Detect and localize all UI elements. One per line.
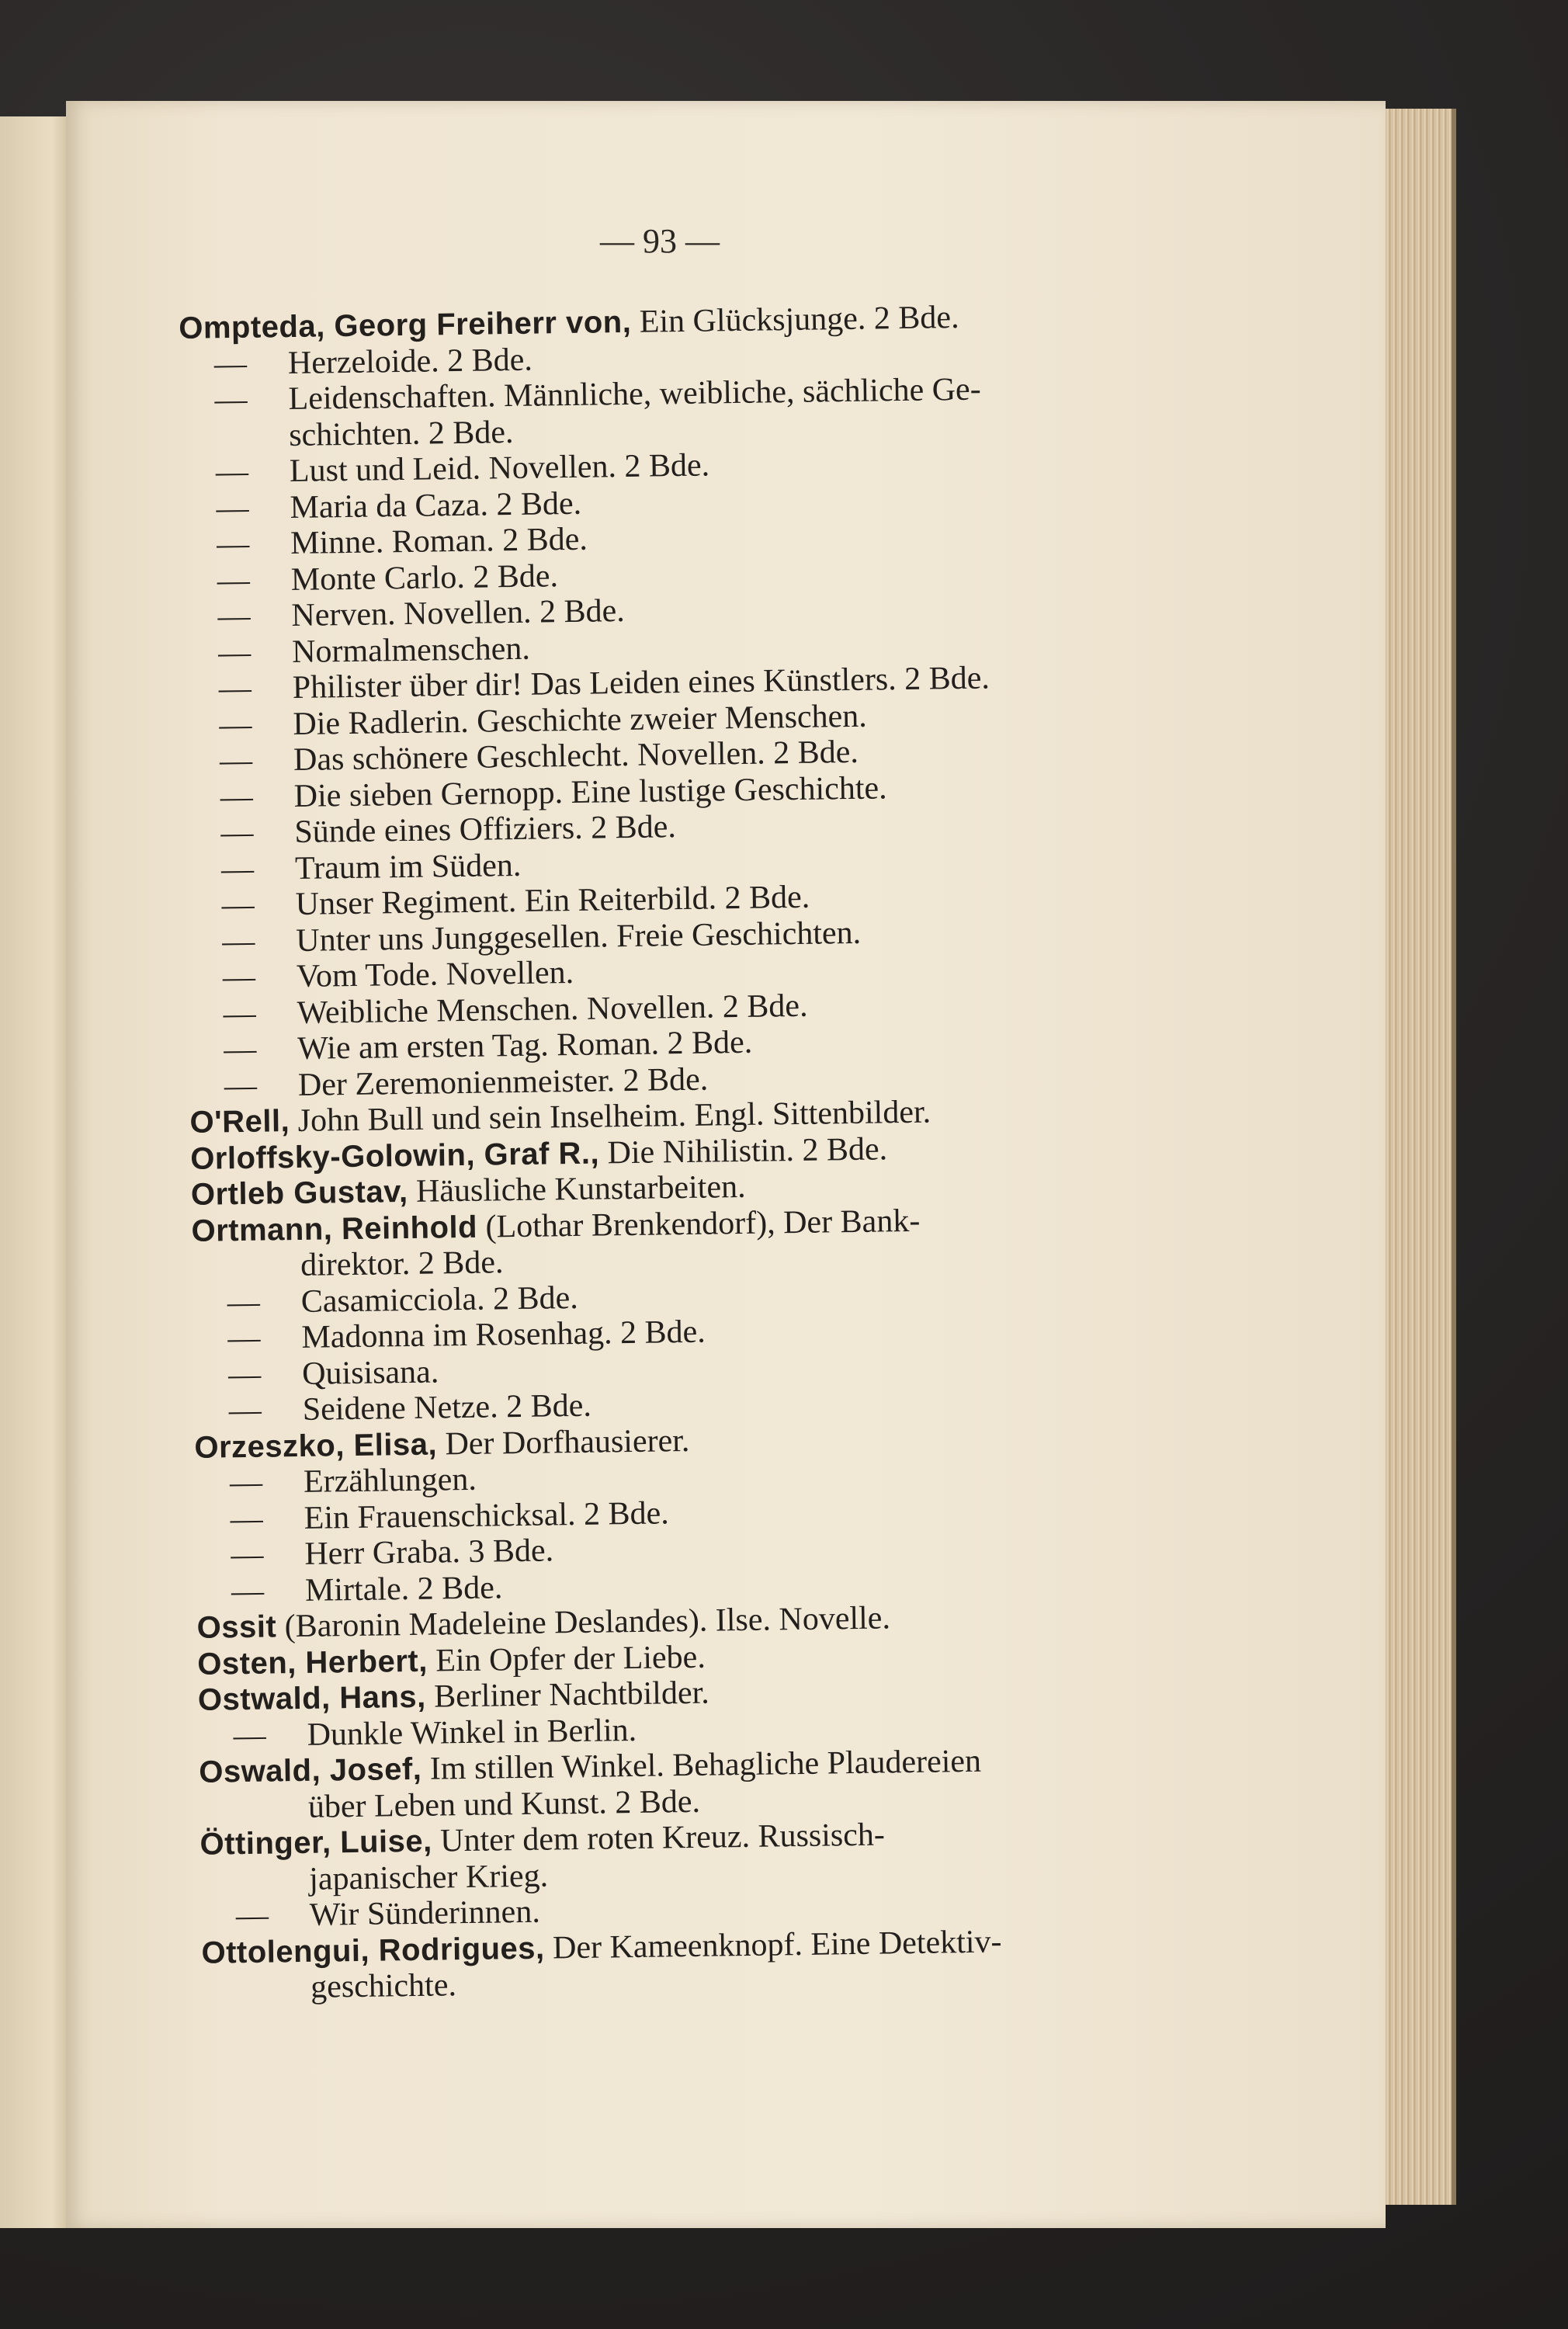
ditto-dash: — bbox=[217, 598, 251, 635]
work-title: Lust und Leid. Novellen. 2 Bde. bbox=[289, 447, 710, 490]
page-number: — 93 — bbox=[600, 222, 720, 260]
ditto-dash: — bbox=[227, 1284, 261, 1321]
ditto-dash: — bbox=[222, 923, 255, 960]
work-title: Das schönere Geschlecht. Novellen. 2 Bde. bbox=[293, 734, 859, 778]
ditto-dash: — bbox=[222, 959, 256, 996]
work-title: Ein Opfer der Liebe. bbox=[435, 1639, 706, 1679]
work-title-continuation: über Leben und Kunst. 2 Bde. bbox=[307, 1783, 701, 1825]
author-name: Orloffsky-Golowin, Graf R., bbox=[189, 1136, 600, 1176]
work-title: Ein Frauenschicksal. 2 Bde. bbox=[304, 1494, 670, 1536]
author-name: Orzeszko, Elisa, bbox=[194, 1426, 438, 1465]
work-title: Unser Regiment. Ein Reiterbild. 2 Bde. bbox=[295, 879, 810, 922]
work-title: (Lothar Brenkendorf), Der Bank- bbox=[485, 1203, 921, 1245]
work-title: Traum im Süden. bbox=[294, 847, 522, 887]
author-name: Ortmann, Reinhold bbox=[191, 1210, 478, 1248]
work-title: Berliner Nachtbilder. bbox=[433, 1675, 710, 1715]
ditto-dash: — bbox=[220, 814, 254, 852]
work-title: Quisisana. bbox=[301, 1353, 439, 1392]
ditto-dash: — bbox=[214, 381, 248, 418]
work-title: John Bull und sein Inselheim. Engl. Sittenbilder. bbox=[297, 1094, 931, 1139]
ditto-dash: — bbox=[213, 345, 248, 382]
work-title: Herr Graba. 3 Bde. bbox=[304, 1532, 554, 1572]
ditto-dash: — bbox=[227, 1320, 261, 1357]
work-title-continuation: direktor. 2 Bde. bbox=[300, 1244, 504, 1283]
work-title: Wie am ersten Tag. Roman. 2 Bde. bbox=[297, 1024, 753, 1067]
work-title: Monte Carlo. 2 Bde. bbox=[290, 557, 559, 598]
work-title-continuation: geschichte. bbox=[310, 1967, 457, 2005]
ditto-dash: — bbox=[224, 1067, 258, 1104]
work-title: Mirtale. 2 Bde. bbox=[304, 1569, 503, 1609]
ditto-dash: — bbox=[229, 1464, 263, 1501]
ditto-dash: — bbox=[217, 562, 251, 599]
ditto-dash: — bbox=[218, 670, 252, 707]
ditto-dash: — bbox=[219, 742, 253, 779]
work-title: Casamicciola. 2 Bde. bbox=[300, 1279, 579, 1320]
work-title: Dunkle Winkel in Berlin. bbox=[307, 1712, 637, 1753]
work-title: Leidenschaften. Männliche, weibliche, sächliche Ge- bbox=[288, 371, 981, 418]
ditto-dash: — bbox=[217, 634, 252, 671]
work-title: Weibliche Menschen. Novellen. 2 Bde. bbox=[297, 987, 808, 1031]
author-name: O'Rell, bbox=[189, 1104, 290, 1140]
ditto-dash: — bbox=[216, 526, 250, 563]
work-title: Maria da Caza. 2 Bde. bbox=[290, 485, 582, 526]
book-page bbox=[66, 101, 1386, 2228]
work-title: Minne. Roman. 2 Bde. bbox=[290, 521, 588, 562]
ditto-dash: — bbox=[231, 1573, 265, 1609]
work-title: Der Zeremonienmeister. 2 Bde. bbox=[297, 1061, 709, 1103]
ditto-dash: — bbox=[233, 1717, 266, 1754]
work-title: (Baronin Madeleine Deslandes). Ilse. Novelle. bbox=[284, 1600, 891, 1645]
ditto-dash: — bbox=[228, 1392, 262, 1429]
work-title: Ein Glücksjunge. 2 Bde. bbox=[639, 299, 959, 340]
ditto-dash: — bbox=[219, 706, 252, 743]
work-title: Sünde eines Offiziers. 2 Bde. bbox=[294, 809, 677, 850]
ditto-dash: — bbox=[231, 1536, 264, 1574]
ditto-dash: — bbox=[223, 1031, 257, 1068]
work-title: Häusliche Kunstarbeiten. bbox=[415, 1168, 746, 1210]
work-title: Vom Tode. Novellen. bbox=[296, 954, 574, 994]
left-page-edge bbox=[0, 116, 74, 2228]
ditto-dash: — bbox=[220, 779, 254, 815]
author-name: Ostwald, Hans, bbox=[197, 1679, 427, 1717]
author-name: Osten, Herbert, bbox=[197, 1643, 428, 1682]
work-title: Der Kameenknopf. Eine Detektiv- bbox=[552, 1923, 1002, 1966]
work-title: Im stillen Winkel. Behagliche Plaudereien bbox=[429, 1743, 982, 1787]
ditto-dash: — bbox=[230, 1501, 264, 1537]
work-title: Philister über dir! Das Leiden eines Künstlers. 2 Bde. bbox=[292, 660, 990, 706]
work-title: Der Dorfhausierer. bbox=[445, 1422, 690, 1462]
author-name: Ottolengui, Rodrigues, bbox=[201, 1931, 545, 1970]
work-title: Nerven. Novellen. 2 Bde. bbox=[291, 593, 625, 634]
author-entry bbox=[201, 1919, 1312, 2007]
ditto-dash: — bbox=[220, 851, 255, 887]
work-title-continuation: japanischer Krieg. bbox=[308, 1858, 549, 1897]
author-name: Öttinger, Luise, bbox=[199, 1824, 433, 1862]
ditto-dash: — bbox=[223, 995, 256, 1032]
work-title: Unter dem roten Kreuz. Russisch- bbox=[439, 1817, 886, 1859]
work-title: Seidene Netze. 2 Bde. bbox=[302, 1387, 592, 1428]
ditto-dash: — bbox=[221, 887, 255, 924]
work-title: Die sieben Gernopp. Eine lustige Geschichte. bbox=[293, 769, 887, 814]
work-title: Normalmenschen. bbox=[291, 630, 531, 670]
author-name: Ortleb Gustav, bbox=[190, 1174, 408, 1212]
author-name: Ompteda, Georg Freiherr von, bbox=[179, 304, 632, 345]
catalog-entries bbox=[179, 295, 1312, 2007]
work-title: Erzählungen. bbox=[303, 1461, 477, 1500]
author-name: Oswald, Josef, bbox=[198, 1751, 422, 1789]
ditto-dash: — bbox=[235, 1897, 269, 1935]
work-title: Die Radlerin. Geschichte zweier Menschen. bbox=[293, 698, 868, 742]
ditto-dash: — bbox=[227, 1356, 262, 1393]
author-name: Ossit bbox=[196, 1609, 277, 1645]
work-title: Die Nihilistin. 2 Bde. bbox=[607, 1130, 888, 1171]
work-title: Madonna im Rosenhag. 2 Bde. bbox=[301, 1314, 706, 1355]
work-title: Wir Sünderinnen. bbox=[309, 1893, 541, 1933]
work-title: Herzeloide. 2 Bde. bbox=[287, 342, 533, 381]
ditto-dash: — bbox=[215, 453, 249, 491]
ditto-dash: — bbox=[216, 490, 249, 526]
work-title-continuation: schichten. 2 Bde. bbox=[288, 414, 514, 453]
work-title: Unter uns Junggesellen. Freie Geschichten. bbox=[296, 915, 862, 959]
